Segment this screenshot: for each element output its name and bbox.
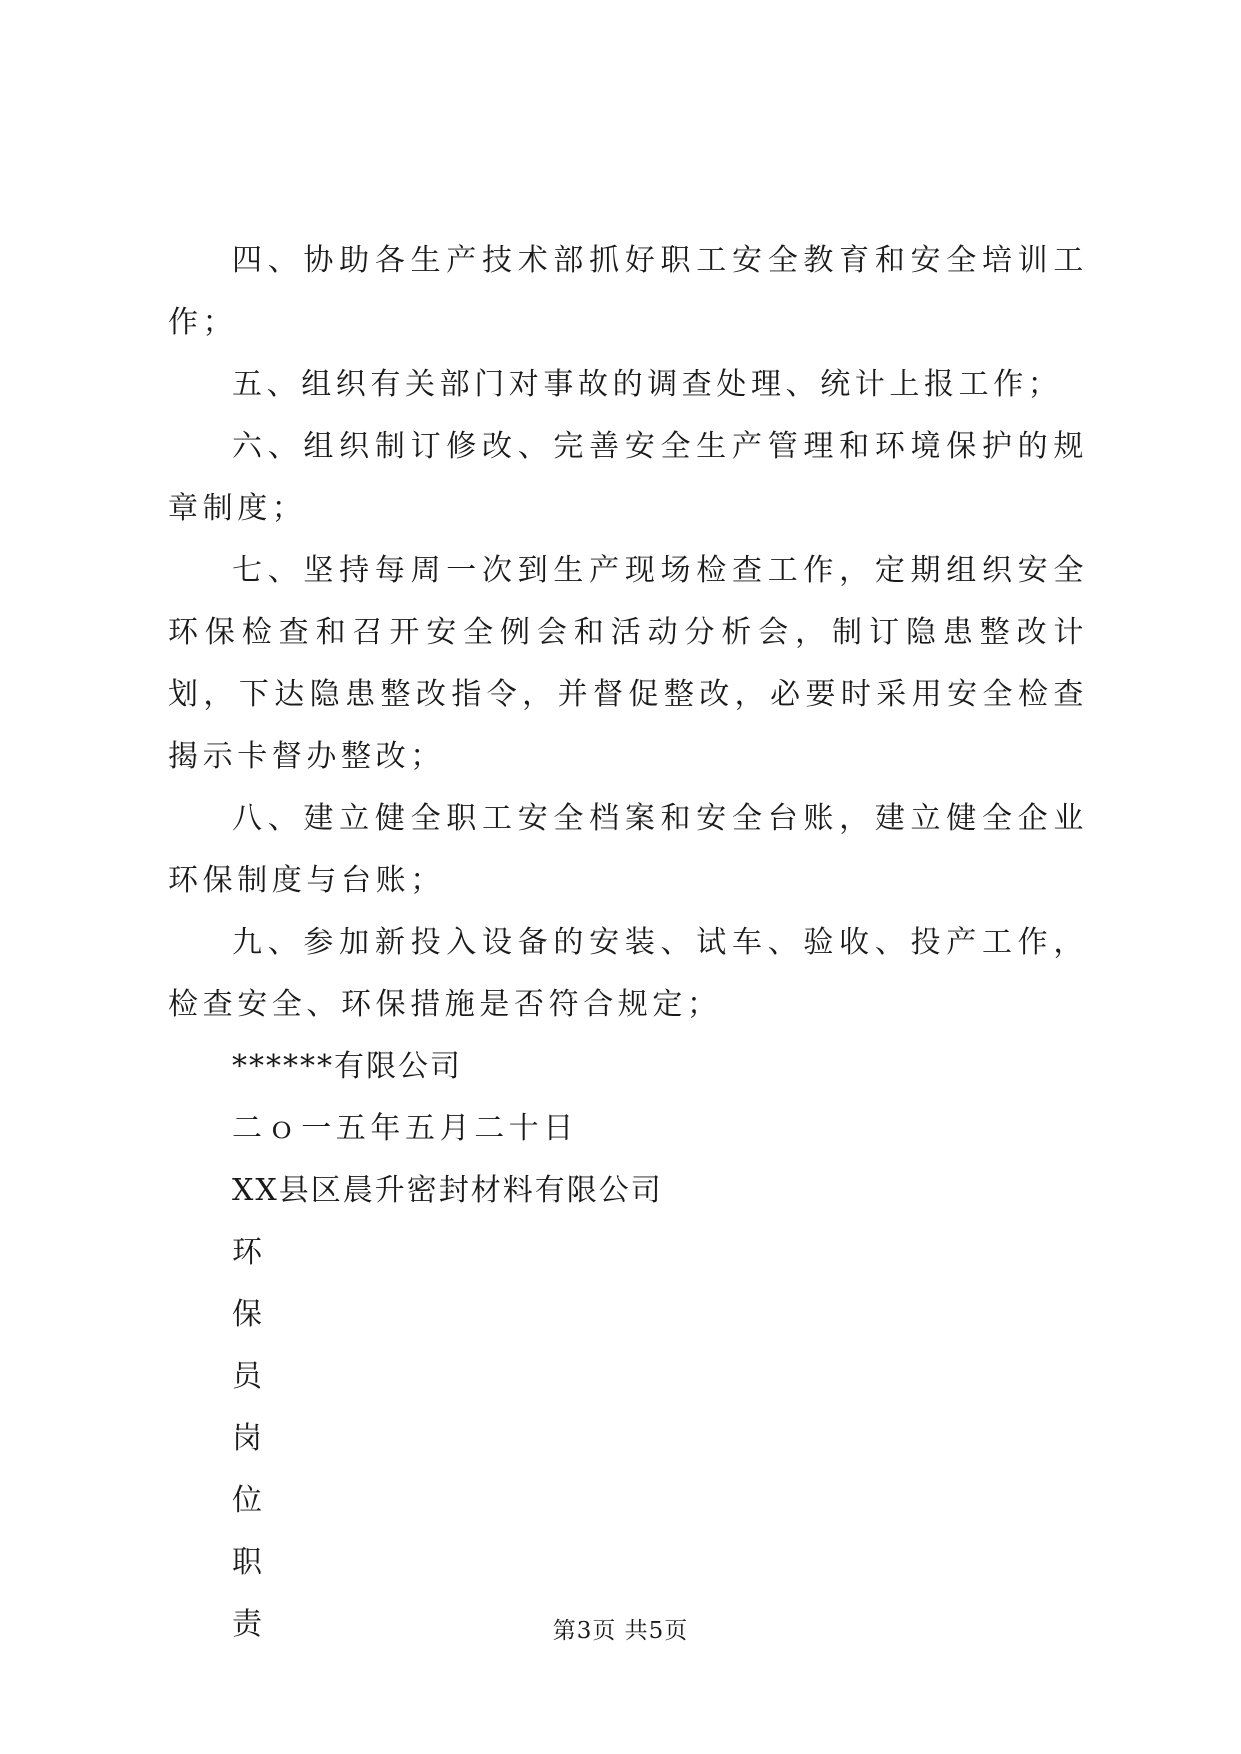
document-body — [168, 230, 1088, 1656]
page-footer: 第3页 共5页 — [552, 1618, 689, 1644]
signature-company: ******有限公司 — [232, 1049, 462, 1084]
title-char: 员 — [232, 1359, 262, 1394]
title-char: 职 — [232, 1545, 262, 1580]
next-doc-title-vertical — [168, 1222, 1088, 1656]
title-char: 保 — [232, 1297, 262, 1332]
title-char: 岗 — [232, 1421, 262, 1456]
paragraph-9: 九、参加新投入设备的安装、试车、验收、投产工作，检查安全、环保措施是否符合规定； — [168, 925, 1088, 1022]
next-doc-company: XX县区晨升密封材料有限公司 — [232, 1173, 663, 1208]
paragraph-4: 四、协助各生产技术部抓好职工安全教育和安全培训工作； — [168, 243, 1088, 340]
paragraph-6: 六、组织制订修改、完善安全生产管理和环境保护的规章制度； — [168, 429, 1088, 526]
title-char: 位 — [232, 1483, 262, 1518]
paragraph-5: 五、组织有关部门对事故的调查处理、统计上报工作； — [232, 367, 1063, 402]
title-char: 环 — [232, 1235, 262, 1270]
title-char: 责 — [232, 1607, 262, 1642]
paragraph-7: 七、坚持每周一次到生产现场检查工作，定期组织安全环保检查和召开安全例会和活动分析会，制订隐患整改计划，下达隐患整改指令，并督促整改，必要时采用安全检查揭示卡督办整改； — [168, 553, 1088, 774]
paragraph-8: 八、建立健全职工安全档案和安全台账，建立健全企业环保制度与台账； — [168, 801, 1088, 898]
signature-date: 二ｏ一五年五月二十日 — [232, 1111, 578, 1146]
